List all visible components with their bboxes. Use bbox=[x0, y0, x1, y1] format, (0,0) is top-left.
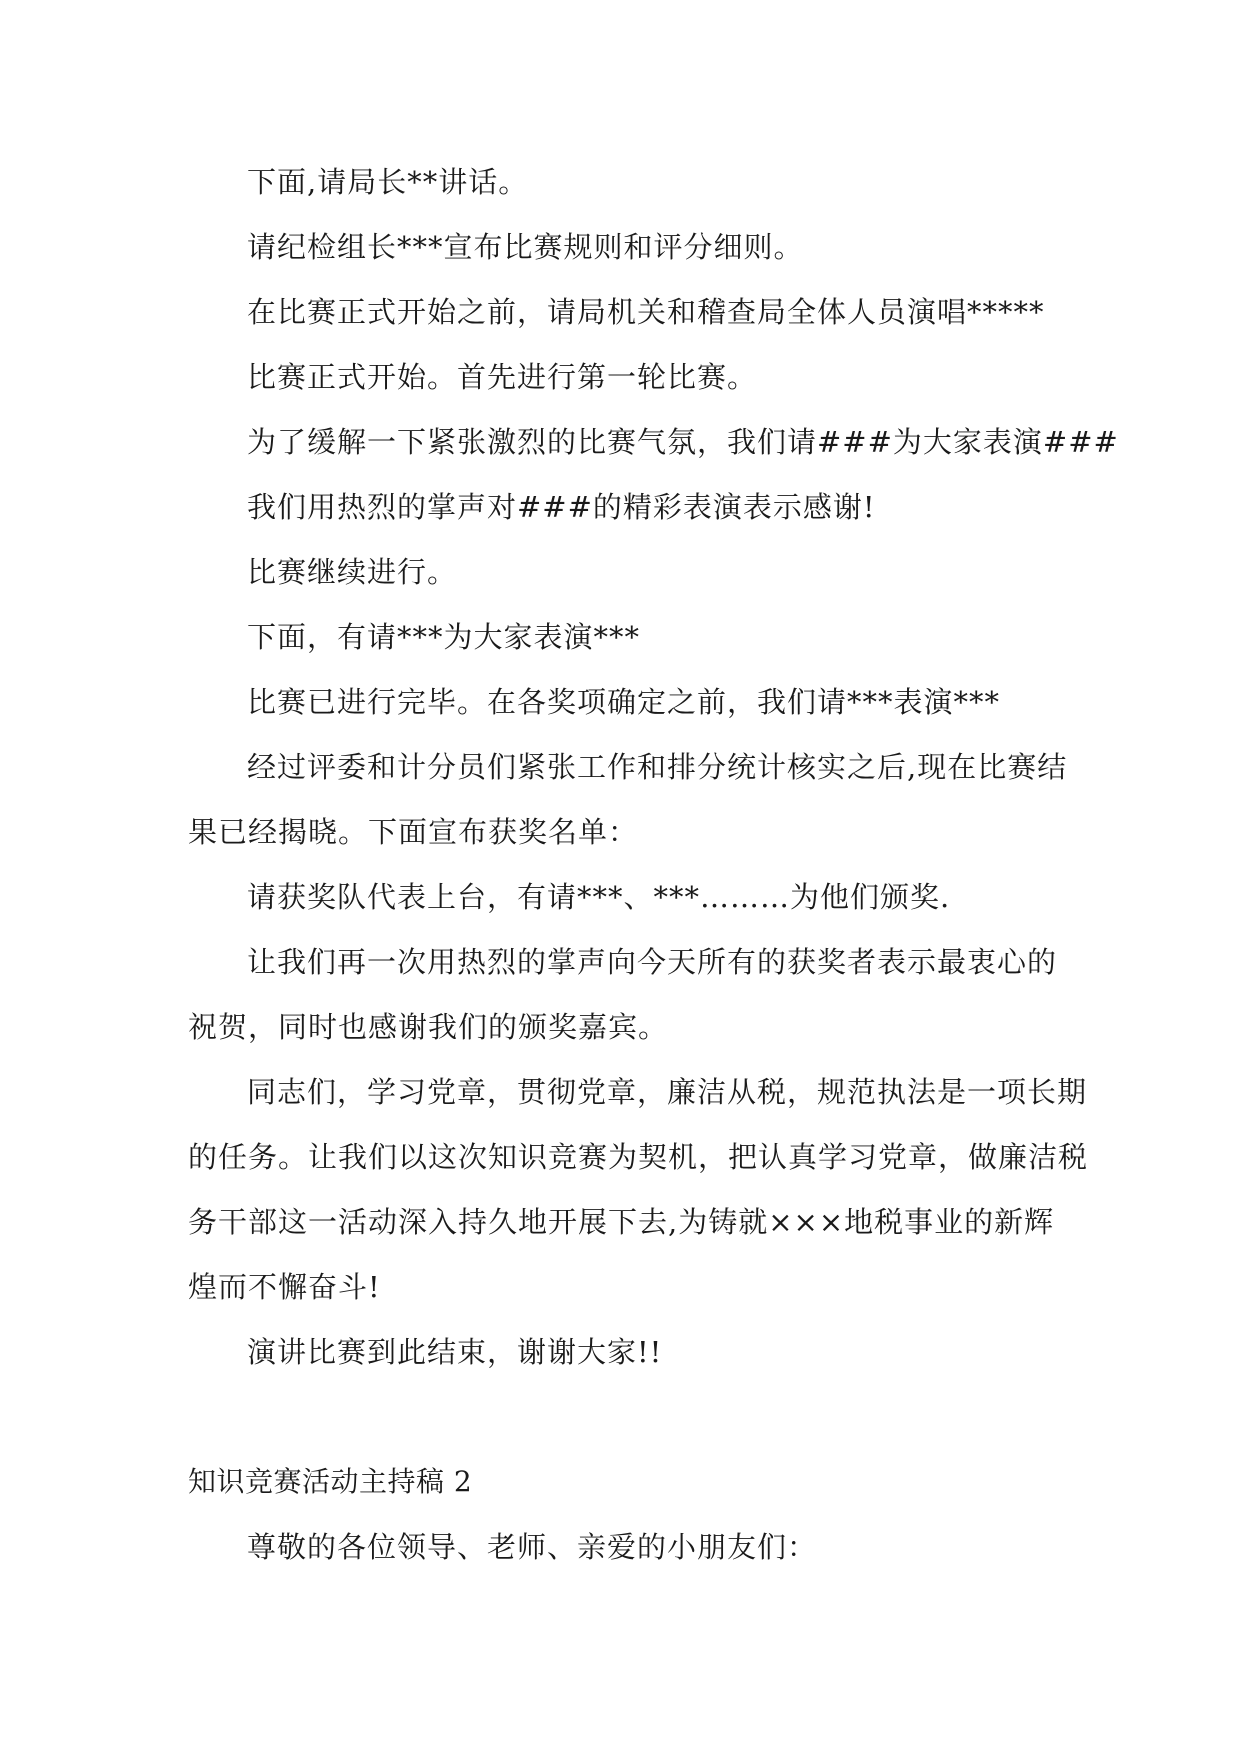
paragraph: 在比赛正式开始之前，请局机关和稽查局全体人员演唱***** bbox=[247, 295, 1045, 329]
paragraph-line: 务干部这一活动深入持久地开展下去,为铸就×××地税事业的新辉 bbox=[188, 1205, 1055, 1239]
paragraph: 请获奖队代表上台，有请***、***………为他们颁奖. bbox=[247, 880, 951, 914]
paragraph-line: 的任务。让我们以这次知识竞赛为契机，把认真学习党章，做廉洁税 bbox=[188, 1140, 1089, 1174]
paragraph: 比赛继续进行。 bbox=[247, 555, 458, 589]
paragraph-line: 祝贺，同时也感谢我们的颁奖嘉宾。 bbox=[188, 1010, 669, 1044]
paragraph: 演讲比赛到此结束，谢谢大家!! bbox=[247, 1335, 663, 1369]
greeting: 尊敬的各位领导、老师、亲爱的小朋友们： bbox=[247, 1530, 818, 1564]
paragraph: 比赛正式开始。首先进行第一轮比赛。 bbox=[247, 360, 758, 394]
paragraph: 我们用热烈的掌声对###的精彩表演表示感谢! bbox=[247, 490, 876, 524]
paragraph: 下面，有请***为大家表演*** bbox=[247, 620, 641, 654]
paragraph: 请纪检组长***宣布比赛规则和评分细则。 bbox=[247, 230, 804, 264]
paragraph-line: 经过评委和计分员们紧张工作和排分统计核实之后,现在比赛结 bbox=[247, 750, 1068, 784]
section-title: 知识竞赛活动主持稿 2 bbox=[188, 1465, 473, 1498]
paragraph-line: 果已经揭晓。下面宣布获奖名单： bbox=[188, 815, 639, 849]
paragraph-line: 煌而不懈奋斗! bbox=[188, 1270, 381, 1304]
paragraph: 下面,请局长**讲话。 bbox=[247, 165, 529, 199]
paragraph-line: 让我们再一次用热烈的掌声向今天所有的获奖者表示最衷心的 bbox=[247, 945, 1058, 979]
paragraph: 比赛已进行完毕。在各奖项确定之前，我们请***表演*** bbox=[247, 685, 1001, 719]
paragraph-line: 同志们，学习党章，贯彻党章，廉洁从税，规范执法是一项长期 bbox=[247, 1075, 1088, 1109]
paragraph: 为了缓解一下紧张激烈的比赛气氛，我们请###为大家表演### bbox=[247, 425, 1119, 459]
